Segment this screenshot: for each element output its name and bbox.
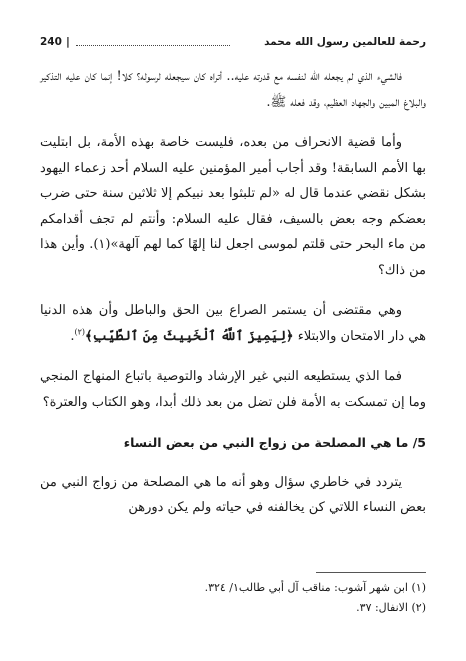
paragraph: وأما قضية الانحراف من بعده، فليست خاصة بهذه الأمة، بل ابتليت بها الأمم السابقة! وقد أجاب أمير المؤمنين عليه السلام أحد زعماء اليهود بشكل نقضي عندما قال له «لم تلبثوا بعد نبيكم إلا ثلاثين سنة حتى ضرب بعضكم وجه بعض بالسيف، فقال عليه السلام: وأنتم لم تجف أقدامكم من ماء البحر حتى قلتم لموسى اجعل لنا إلهًا كما لهم آلهة»(١). وأين هذا من ذاك؟ [40,135,426,278]
section-heading: 5/ ما هي المصلحة من زواج النبي من بعض النساء [123,435,426,450]
paragraph-quran-verse [40,298,426,349]
paragraph: يتردد في خاطري سؤال وهو أنه ما هي المصلحة من زواج النبي من بعض النساء اللاتي كن يخالفنه في حياته ولم يكن دورهن [40,474,426,515]
paragraph-text: وهي مقتضى أن يستمر الصراع بين الحق والباطل وأن هذه الدنيا هي دار الامتحان والابتلاء [40,303,426,344]
footnote-ref: (٢) [74,327,86,337]
header-dotted-leader [76,45,230,46]
footnote: (٢) الانفال: ٣٧. [356,601,426,614]
page-number: 240 [40,36,62,48]
paragraph: فالشيء الذي لم يجعله الله لنفسه مع قدرته عليه.. أتراه كان سيجعله لرسوله؟ كلا! إنما كان عليه التذكير والبلاغ المبين والجهاد العظيم، وقد فعله ﷺ. [40,69,426,110]
footnote-divider [316,572,426,573]
footnotes [40,578,426,618]
sentence-end: . [70,328,75,344]
running-header [40,36,426,54]
page-body [40,64,426,536]
paragraph: فما الذي يستطيعه النبي غير الإرشاد والتوصية باتباع المنهاج المنجي وما إن تمسكت به الأمة فلن تضل من بعد ذلك أبدا، وهو الكتاب والعترة؟ [40,369,426,410]
header-separator: | [66,36,70,48]
quran-verse: ﴿لِيَمِيزَ ٱللَّهُ ٱلْخَبِيثَ مِنَ ٱلطَّيِّبِ﴾ [85,328,294,344]
footnote: (١) ابن شهر آشوب: مناقب آل أبي طالب١/ ٣٢٤. [204,581,426,594]
book-title: رحمة للعالمين رسول الله محمد [264,36,426,48]
